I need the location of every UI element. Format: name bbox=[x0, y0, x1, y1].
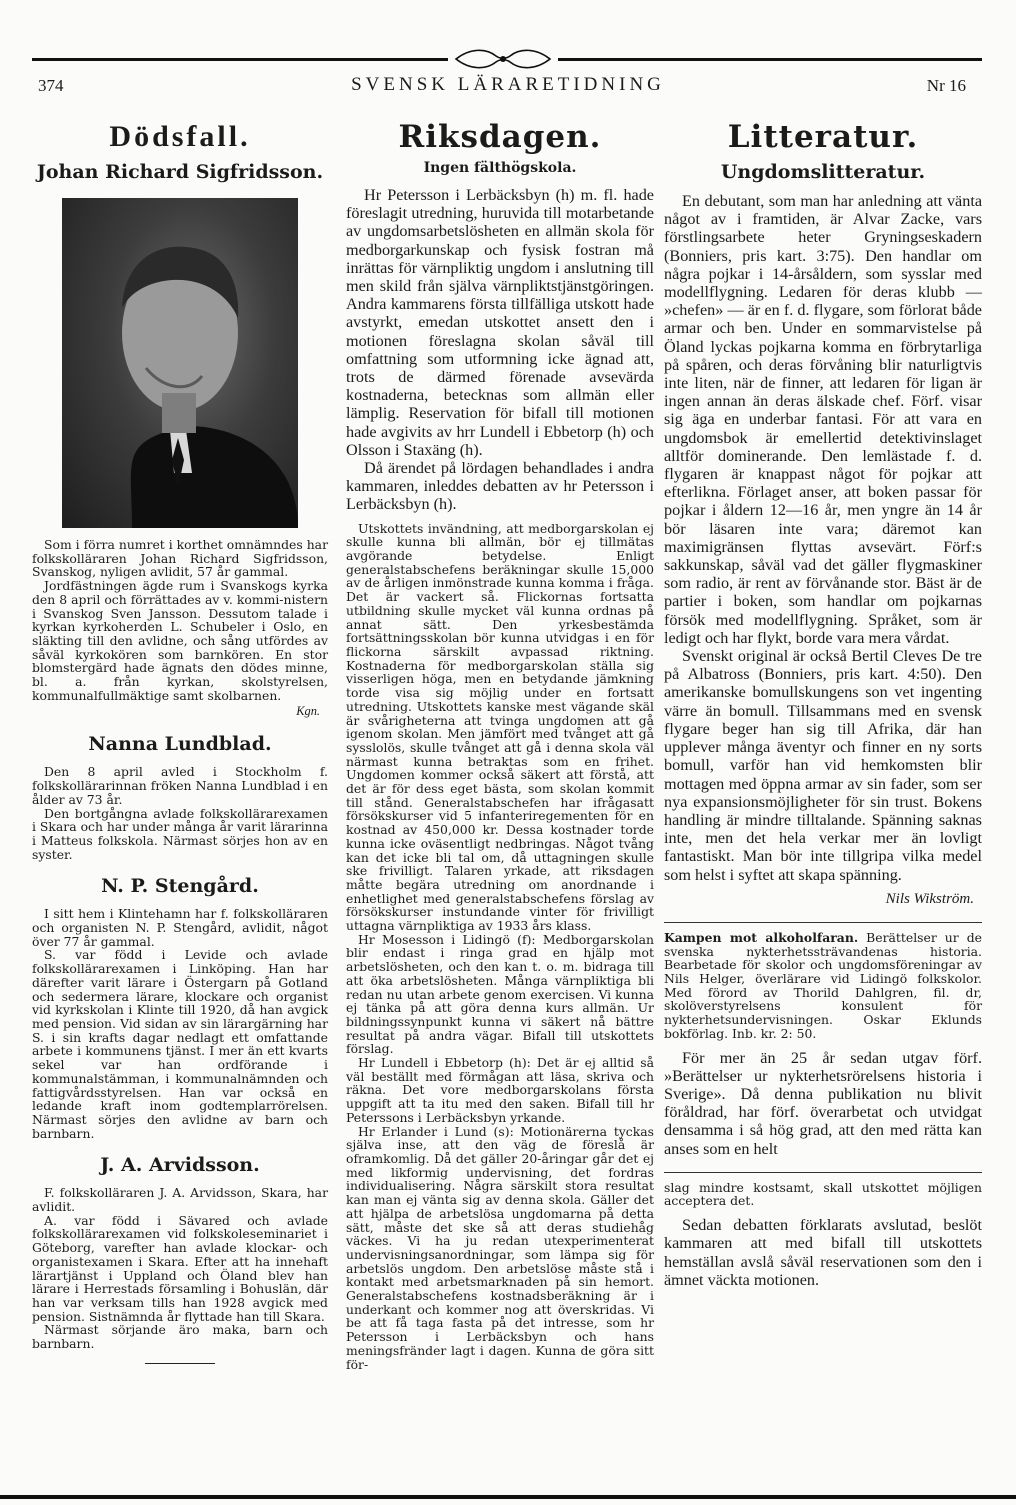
section-title-litteratur: Litteratur. bbox=[727, 119, 919, 155]
divider bbox=[664, 922, 982, 923]
obituary-name: Johan Richard Sigfridsson. bbox=[36, 161, 324, 183]
portrait-photo bbox=[62, 198, 298, 528]
ornament-icon bbox=[448, 46, 558, 72]
review-text: För mer än 25 år sedan utgav förf. »Berättelser ur nykterhetsrörelsens historia i Sverige». Då denna publikation nu blivit föråldrad, har förf. överarbetat och utvidgat densamma i så hög grad, att den med rätta kan anses som en helt bbox=[664, 1048, 982, 1158]
book-title: Kampen mot alkoholfaran. bbox=[664, 929, 859, 945]
obituary-text: F. folkskolläraren J. A. Arvidsson, Skara, har avlidit. bbox=[32, 1185, 328, 1215]
column-riksdagen bbox=[346, 118, 654, 1371]
obituary-name: Nanna Lundblad. bbox=[88, 733, 272, 756]
review-text: En debutant, som man har anledning att vänta något av i framtiden, är Alvar Zacke, vars förstlingsarbete heter Gryningseskadern (Bonniers, pris kart. 3:75). Den handlar om några pojkar i 14-årsåldern, som sysslar med modellflygning. Ledaren för deras klubb — »chefen» — är en f. d. flygare, som förlorat både armar och ben. Under en sommarvistelse på Öland lyckas pojkarna komma en förbrytarliga på spåren, och deras förvåning blir naturligtvis inte liten, när de finner, att ledaren för ligan är ingen annan än deras älskade chef. Förf. visar sig äga en underbar fantasi. För att vara en ungdomsbok är emellertid detektivinslaget alltför dominerande. Den lemlästade f. d. flygaren är knappast något för pojkar att efterlikna. Förlaget anser, att boken passar för pojkar i åldern 12—16 år, men yngre än 14 år bör läsaren inte vara; däremot kan maximigränsen flyttas avsevärt. Förf:s sakkunskap, såväl vad det gäller flygmaskiner som radio, är rent av förvånande stor. Bäst är de partier i boken, som handlar om pojkarnas försök med modellflygning. Språket, som är ledigt och har flykt, borde vara mera vårdat. bbox=[664, 192, 982, 647]
obituary-text: Som i förra numret i korthet omnämndes har folkskolläraren Johan Richard Sigfridsson, Svanskog, nyligen avlidit, 57 år gammal. bbox=[32, 537, 328, 580]
obituary-text: Den 8 april avled i Stockholm f. folkskollärarinnan fröken Nanna Lundblad i en ålder av 73 år. bbox=[32, 764, 328, 807]
article-text: Utskottets invändning, att medborgarskolan ej skulle kunna bli allmän, bör ej tillmätas avgörande betydelse. Enligt generalstabschefens beräkningar skulle 15,000 av de årligen inmönstrade kunna komma i fråga. Det är vackert så. Flickornas fortsatta utbildning skulle mycket väl kunna ordnas på annat sätt. Den yrkesbestämda fortsättningsskolan bör kunna utvidgas i en för flickorna särskilt avpassad riktning. Kostnaderna för medborgarskolan ställa sig visserligen höga, men en betydande jämkning torde visa sig möjlig under en fortsatt utredning. Utskottets kanske mest vägande skäl är svårigheterna att tvinga ungdomen att gå igenom skolan. Men jämfört med tvånget att gå sysslolös, skulle tvånget att gå i denna skola väl närmast kunna betraktas som en frihet. Ungdomen kommer också säkert att förstå, att det är för dess eget bästa, som skolan kommit till stånd. Generalstabschefen har ifrågasatt försökskurser vid 5 infanteriregementen för en kostnad av 450,000 kr. Dessa kostnader torde kunna icke oväsentligt nedbringas. Något tvång kan det icke bli tal om, då uttagningen skulle ske frivilligt. Talaren yrkade, att riksdagen måtte begära utredning om anordnande i enhetlighet med generalstabschefens förslag av försökskurser instundande vinter för frivilligt uttagna värnpliktiga av 1933 års klass. bbox=[346, 520, 654, 934]
article-text: Hr Mosesson i Lidingö (f): Medborgarskolan blir endast i ringa grad en hjälp mot arbetslösheten, och den kan t. o. m. bidraga till att öka arbetslösheten. Många värnpliktiga bli redan nu utan arbete genom exercisen. Vi kunna ej tänka på att göra denna kurs allmän. Ur bildningssynpunkt kunna vi säkert nå bättre resultat på andra vägar. Bifall till utskottets förslag. bbox=[346, 931, 654, 1057]
book-details: Berättelser ur de svenska nykterhetssträvandenas historia. Bearbetade för skolor och ungdomsföreningar av Nils Helger, överlärare vid Lidingö folkskolor. Med förord av Thorild Dahlgren, fil. dr, skolöverstyrelsens konsulent för nykterhetsundervisningen. Oskar Eklunds bokförlag. Inb. kr. 2: 50. bbox=[664, 929, 982, 1041]
section-title-riksdagen: Riksdagen. bbox=[398, 119, 602, 155]
review-text: Svenskt original är också Bertil Cleves De tre på Albatross (Bonniers, pris kart. 4:50). Den amerikanske bomullskungens son vet ingenting värre än bomull. Tillsammans med en svensk flygare beger han sig till Afrika, där han upplever många äventyr och finner en ny sorts bomull, varför han vid hemkomsten blir mottagen med öppna armar av sin fader, som ser nya expansionsmöjligheter för sin trust. Bokens handling är mindre tilltalande. Spänning saknas inte, men det hela verkar mer än lovligt fantastiskt. Man bör inte tillgripa vilka medel som helst i syftet att skapa spänning. bbox=[664, 647, 982, 884]
end-rule bbox=[145, 1363, 215, 1364]
obituary-name: N. P. Stengård. bbox=[101, 875, 259, 898]
article-subtitle: Ungdomslitteratur. bbox=[720, 161, 926, 183]
section-title-dodsfall: Dödsfall. bbox=[109, 120, 251, 153]
signature: Kgn. bbox=[296, 704, 320, 719]
issue-number: Nr 16 bbox=[926, 76, 966, 95]
signature: Nils Wikström. bbox=[885, 890, 974, 907]
article-text: Hr Lundell i Ebbetorp (h): Det är ej alltid så väl beställt med förmågan att läsa, skriva och räkna. Det vore medborgarskolans första uppgift att ta itu med den saken. Bifall till hr Peterssons i Lerbäcksbyn yrkande. bbox=[346, 1055, 654, 1125]
portrait-silhouette-icon bbox=[62, 198, 298, 528]
obituary-text: Jordfästningen ägde rum i Svanskogs kyrka den 8 april och förrättades av v. kommi-nistern i Svanskog Sven Jansson. Dessutom talade i kyrkan kyrkoherden L. Schubeler i Oslo, en släkting till den avlidne, och sång utfördes av såväl kyrkokören som barnkören. En stor blomstergärd hade ägnats den dödes minne, bl. a. från kyrkan, skolstyrelsen, kommunalfullmäktige samt skolbarnen. bbox=[32, 578, 328, 703]
obituary-text: Närmast sörjande äro maka, barn och barnbarn. bbox=[32, 1322, 328, 1352]
obituary-text: I sitt hem i Klintehamn har f. folkskolläraren och organisten N. P. Stengård, avlidit, något över 77 år gammal. bbox=[32, 906, 328, 949]
bottom-rule bbox=[0, 1495, 1016, 1499]
page-number: 374 bbox=[38, 76, 64, 95]
obituary-text: A. var född i Sävared och avlade folkskollärarexamen vid folkskoleseminariet i Göteborg, varefter han avlade klockar- och organistexamen i Skara. Efter att ha innehaft lärartjänst i Uppland och Öland blev han lärare i Herrestads församling i Bohuslän, där han var verksam tills han 1928 avgick med pension. Sistnämnda år flyttade han till Skara. bbox=[32, 1212, 328, 1324]
continued-text: slag mindre kostsamt, skall utskottet möjligen acceptera det. bbox=[664, 1179, 982, 1209]
article-text: Hr Erlander i Lund (s): Motionärerna tyckas själva inse, att den väg de föreslå är oframkomlig. Då det gäller 20-åringar går det ej med likformig undervisning, det fordras individualisering. Några särskilt stora resultat kan man ej vänta sig av denna skola. Gäller det att hjälpa de arbetslösa ungdomarna på detta sätt, måste det ske så att deras studiehåg väckes. Vi ha ju redan utexperimenterat undervisningsanordningar, som lämpa sig för arbetslös ungdom. Den arbetslöse måste stå i kontakt med arbetsmarknaden på sin hemort. Generalstabschefens kostnadsberäkning är i underkant och kommer nog att överskridas. Vi be att få taga fasta på det intresse, som hr Petersson i Lerbäcksbyn och hans meningsfränder lagt i dagen. Kunna de göra sitt för- bbox=[346, 1123, 654, 1372]
obituary-text: Den bortgångna avlade folkskollärarexamen i Skara och har under många år varit lärarinna i Matteus folkskola. Närmast sörjes hon av en syster. bbox=[32, 805, 328, 862]
article-text: Då ärendet på lördagen behandlades i andra kammaren, inleddes debatten av hr Petersson i Lerbäcksbyn (h). bbox=[346, 459, 654, 514]
book-listing bbox=[664, 931, 982, 1041]
page-header bbox=[38, 74, 978, 102]
column-litteratur bbox=[664, 118, 982, 1289]
article-subtitle: Ingen fälthögskola. bbox=[423, 160, 577, 176]
masthead: SVENSK LÄRARETIDNING bbox=[351, 74, 665, 95]
obituary-text: S. var född i Levide och avlade folkskollärarexamen i Linköping. Han har därefter varit lärare i Östergarn på Gotland och sedermera lärare, klockare och organist vid kyrkskolan i Klinte till 1920, då han avgick med pension. Vid sidan av sin lärargärning har S. i sin krafts dagar nedlagt ett omfattande arbete i kommunens tjänst. I mer än ett kvarts sekel var han ordförande i kommunalstämman, i kommunalnämnden och fattigvårdsstyrelsen. Han var också en ledande kraft inom godtemplarrörelsen. Närmast sörjes den avlidne av barn och barnbarn. bbox=[32, 947, 328, 1141]
article-text: Hr Petersson i Lerbäcksbyn (h) m. fl. hade föreslagit utredning, huruvida till motarbetande av ungdomsarbetslösheten en allmän skola för medborgarkunskap och fysisk fostran må inrättas för värnpliktig ungdom i anslutning till men skild från själva värnpliktstjänstgöringen. Andra kammarens första tillfälliga utskott hade avstyrkt, emedan utskottet ansett den i motionen föreslagna skolan såväl till omfattning som utformning icke ägnad att, trots de därmed förenade avsevärda kostnaderna, betecknas som allmän eller lämplig. Reservation för bifall till motionen hade avgivits av hrr Lundell i Ebbetorp (h) och Olsson i Staxäng (h). bbox=[346, 186, 654, 459]
obituary-name: J. A. Arvidsson. bbox=[100, 1154, 260, 1177]
divider bbox=[664, 1172, 982, 1173]
column-obituaries bbox=[32, 118, 328, 1364]
continued-text: Sedan debatten förklarats avslutad, beslöt kammaren att med bifall till utskottets hemställan avslå såväl reservationen som den i ämnet väckta motionen. bbox=[664, 1216, 982, 1289]
